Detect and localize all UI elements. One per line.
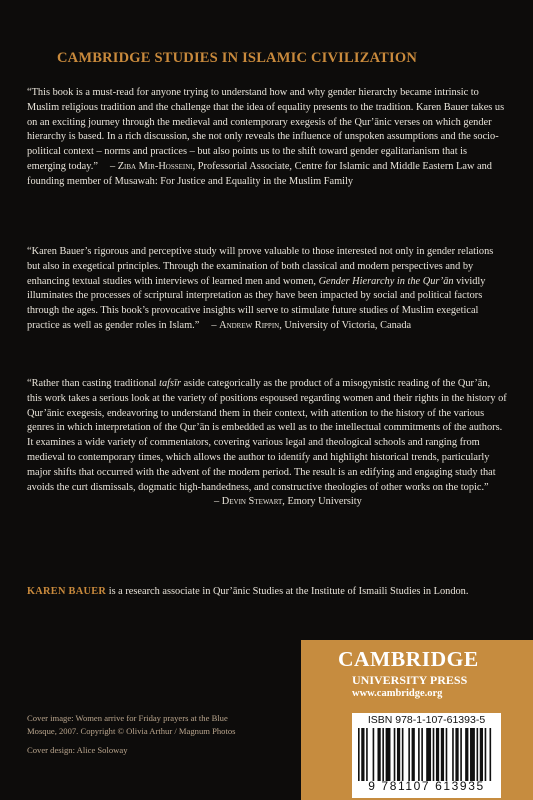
barcode-graphic bbox=[358, 728, 496, 781]
barcode-bar bbox=[446, 728, 448, 781]
barcode-bar bbox=[386, 728, 391, 781]
isbn-barcode-panel bbox=[352, 713, 501, 798]
barcode-bar bbox=[394, 728, 396, 781]
author-name: KAREN BAUER bbox=[27, 586, 107, 597]
cover-image-credit: Cover image: Women arrive for Friday prayers at the Blue Mosque, 2007. Copyright © Olivia Arthur / Magnum Photos bbox=[27, 713, 236, 736]
endorsement-quote-1: “ This book is a must-read for anyone trying to understand how and why gender hierarchy became intrinsic to Muslim religious tradition and the challenge that the idea of equality presents to the tradition. Karen Bauer takes us on an exciting journey through the medieval and contemporary exegesis of the Qur’ānic verses on which gender hierarchy is based. In a rich discussion, she not only reveals the influence of unspoken assumptions and the socio-political context – norms and practices – but also points us to the shift toward gender egalitarianism that is emerging today. ” – Ziba Mir-Hosseini, Professorial Associate, Centre for Islamic and Middle Eastern Law and founding member of Musawah: For Justice and Equality in the Muslim Family bbox=[27, 86, 507, 190]
author-bio bbox=[27, 585, 497, 600]
barcode-bar bbox=[373, 728, 375, 781]
quote-text: “ Karen Bauer’s rigorous and perceptive study will prove valuable to those interested not only in gender relations but also in exegetical principles. Through the examination of both classical and modern perspectives and by enhancing textual studies with interviews of learned men and women, Gender Hierarchy in the Qur’ān vividly illuminates the processes of scriptural interpretation as they have been impacted by social and political factors through the ages. This book’s provocative insights will serve to stimulate future studies of Muslim exegetical practice as well as gender roles in Islam. ” bbox=[27, 246, 493, 331]
quote-attribution-affiliation: , Professorial Associate, Centre for Islamic and Middle Eastern Law and founding member of Musawah: For Justice and Equality in the Muslim Family bbox=[27, 160, 492, 187]
publisher-url: www.cambridge.org bbox=[352, 688, 443, 699]
quote-attribution-affiliation: , University of Victoria, Canada bbox=[279, 319, 412, 331]
barcode-bar bbox=[436, 728, 439, 781]
barcode-bar bbox=[361, 728, 364, 781]
endorsement-quote-3 bbox=[27, 377, 507, 510]
barcode-bar bbox=[366, 728, 368, 781]
barcode-bar bbox=[412, 728, 415, 781]
publisher-block bbox=[301, 640, 533, 800]
barcode-bar bbox=[455, 728, 458, 781]
cover-design-credit: Cover design: Alice Soloway bbox=[27, 745, 128, 755]
barcode-bar bbox=[465, 728, 468, 781]
cover-credits bbox=[27, 712, 257, 757]
quote-attribution-name: Devin Stewart bbox=[221, 496, 283, 508]
barcode-bar bbox=[460, 728, 462, 781]
barcode-bar bbox=[441, 728, 444, 781]
barcode-bar bbox=[397, 728, 400, 781]
isbn-number: ISBN 978-1-107-61393-5 bbox=[367, 714, 486, 726]
barcode-bar bbox=[377, 728, 380, 781]
barcode-bar bbox=[418, 728, 420, 781]
publisher-subtitle: UNIVERSITY PRESS bbox=[352, 673, 468, 687]
barcode-bar bbox=[408, 728, 410, 781]
barcode-bar bbox=[485, 728, 487, 781]
barcode-bar bbox=[426, 728, 431, 781]
publisher-logo: CAMBRIDGE bbox=[338, 647, 479, 671]
quote-attribution-name: Ziba Mir-Hosseini bbox=[117, 160, 193, 172]
quote-attribution: – Devin Stewart, Emory University bbox=[214, 496, 362, 508]
barcode-bar bbox=[421, 728, 423, 781]
quote-attribution-name: Andrew Rippin bbox=[219, 319, 280, 331]
barcode-bar bbox=[480, 728, 483, 781]
barcode-bar bbox=[433, 728, 435, 781]
barcode-bar bbox=[452, 728, 454, 781]
quote-attribution-affiliation: , Emory University bbox=[282, 496, 362, 508]
endorsement-quote-2: “ Karen Bauer’s rigorous and perceptive study will prove valuable to those interested not only in gender relations but also in exegetical principles. Through the examination of both classical and modern perspectives and by enhancing textual studies with interviews of learned men and women, Gender Hierarchy in the Qur’ān vividly illuminates the processes of scriptural interpretation as they have been impacted by social and political factors through the ages. This book’s provocative insights will serve to stimulate future studies of Muslim exegetical practice as well as gender roles in Islam. ” – Andrew Rippin, University of Victoria, Canada bbox=[27, 245, 507, 334]
series-title: CAMBRIDGE STUDIES IN ISLAMIC CIVILIZATION bbox=[57, 50, 418, 66]
barcode-bar bbox=[470, 728, 475, 781]
barcode-bar bbox=[490, 728, 492, 781]
quote-text: “ Rather than casting traditional tafsīr aside categorically as the product of a misogynistic reading of the Qur’ān, this work takes a serious look at the variety of positions espoused regarding women and their rights in the history of Qur’ānic exegesis, endeavoring to understand them in their context, with attention to the history of the various genres in which interpretation of the Qur’ān is embedded as well as to the intellectual commitments of the authors. It examines a wide variety of commentators, covering various legal and theological schools and ranging from medieval to contemporary times, which allows the author to identify and highlight historical trends, particularly major shifts that occurred with the advent of the modern period. The result is an edifying and engaging study that avoids the curt dismissals, dogmatic high-handedness, and constructive theologies of other works on the topic. ” bbox=[27, 378, 507, 493]
quote-text: “ This book is a must-read for anyone trying to understand how and why gender hierarchy became intrinsic to Muslim religious tradition and the challenge that the idea of equality presents to the tradition. Karen Bauer takes us on an exciting journey through the medieval and contemporary exegesis of the Qur’ānic verses on which gender hierarchy is based. In a rich discussion, she not only reveals the influence of unspoken assumptions and the socio-political context – norms and practices – but also points us to the shift toward gender egalitarianism that is emerging today. ” bbox=[27, 87, 504, 172]
barcode-bar bbox=[477, 728, 479, 781]
barcode-bar bbox=[382, 728, 384, 781]
barcode-bar bbox=[358, 728, 360, 781]
barcode-bar bbox=[402, 728, 404, 781]
author-bio-text: is a research associate in Qur’ānic Studies at the Institute of Ismaili Studies in London. bbox=[106, 586, 469, 597]
barcode-digits: 9 781107 613935 bbox=[368, 779, 485, 793]
